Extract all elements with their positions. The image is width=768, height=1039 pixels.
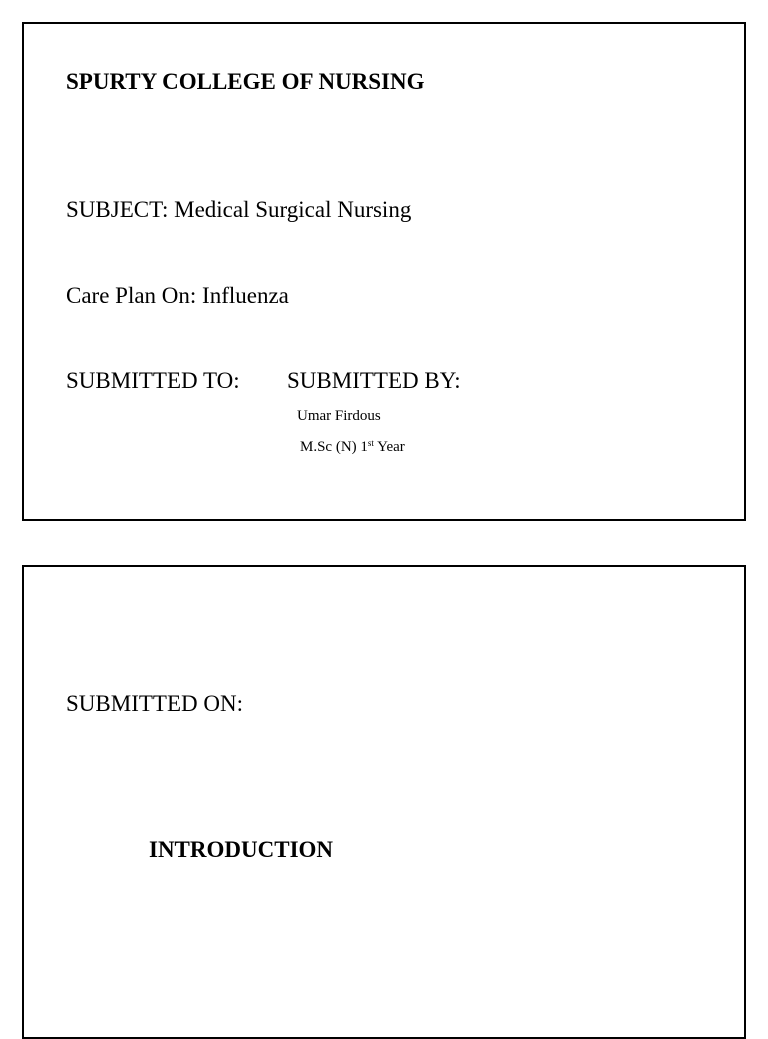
course-prefix: M.Sc (N) 1	[300, 439, 368, 455]
subject-line: SUBJECT: Medical Surgical Nursing	[66, 197, 412, 222]
submitted-on-label: SUBMITTED ON:	[66, 691, 243, 716]
course-suffix: Year	[373, 439, 405, 455]
student-name: Umar Firdous	[297, 408, 381, 424]
submitted-by-label: SUBMITTED BY:	[287, 368, 461, 393]
student-course	[300, 440, 405, 455]
second-page	[22, 565, 746, 1039]
care-plan-line: Care Plan On: Influenza	[66, 283, 289, 308]
submitted-to-label: SUBMITTED TO:	[66, 368, 240, 393]
course-superscript: st	[367, 438, 374, 448]
college-name: SPURTY COLLEGE OF NURSING	[66, 69, 425, 94]
introduction-heading: INTRODUCTION	[149, 837, 334, 862]
cover-page	[22, 22, 746, 521]
